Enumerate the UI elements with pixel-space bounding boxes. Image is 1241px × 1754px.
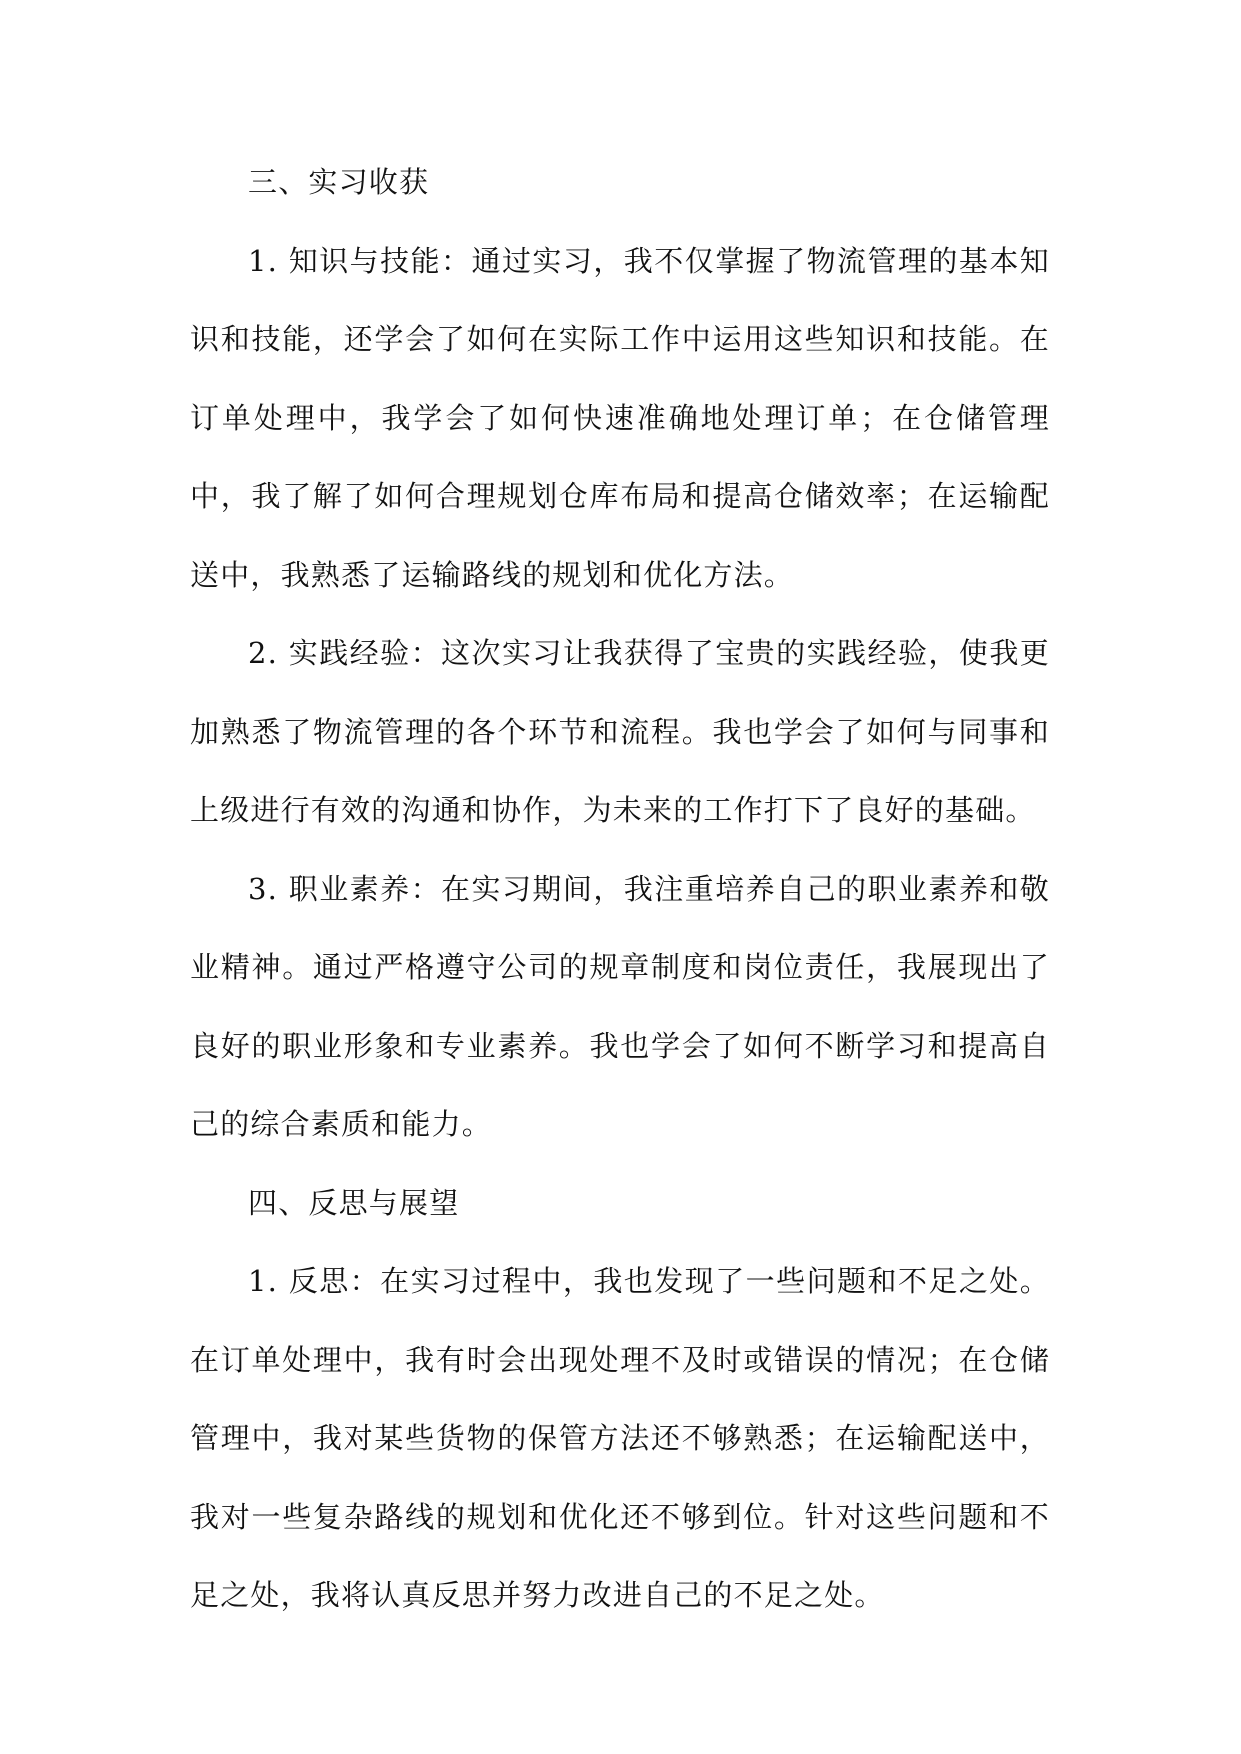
document-body (190, 143, 1050, 1635)
section-heading-reflection-outlook: 四、反思与展望 (248, 1185, 460, 1220)
paragraph-practical-experience: 2. 实践经验：这次实习让我获得了宝贵的实践经验，使我更加熟悉了物流管理的各个环节和流程。我也学会了如何与同事和上级进行有效的沟通和协作，为未来的工作打下了良好的基础。 (190, 636, 1050, 827)
paragraph-reflection: 1. 反思：在实习过程中，我也发现了一些问题和不足之处。在订单处理中，我有时会出现处理不及时或错误的情况；在仓储管理中，我对某些货物的保管方法还不够熟悉；在运输配送中，我对一些复杂路线的规划和优化还不够到位。针对这些问题和不足之处，我将认真反思并努力改进自己的不足之处。 (190, 1264, 1050, 1612)
section-heading-internship-gains: 三、实习收获 (248, 165, 430, 199)
paragraph-knowledge-skills: 1. 知识与技能：通过实习，我不仅掌握了物流管理的基本知识和技能，还学会了如何在实际工作中运用这些知识和技能。在订单处理中，我学会了如何快速准确地处理订单；在仓储管理中，我了解了如何合理规划仓库布局和提高仓储效率；在运输配送中，我熟悉了运输路线的规划和优化方法。 (190, 243, 1050, 592)
paragraph-professional-quality: 3. 职业素养：在实习期间，我注重培养自己的职业素养和敬业精神。通过严格遵守公司的规章制度和岗位责任，我展现出了良好的职业形象和专业素养。我也学会了如何不断学习和提高自己的综合素质和能力。 (190, 871, 1050, 1141)
